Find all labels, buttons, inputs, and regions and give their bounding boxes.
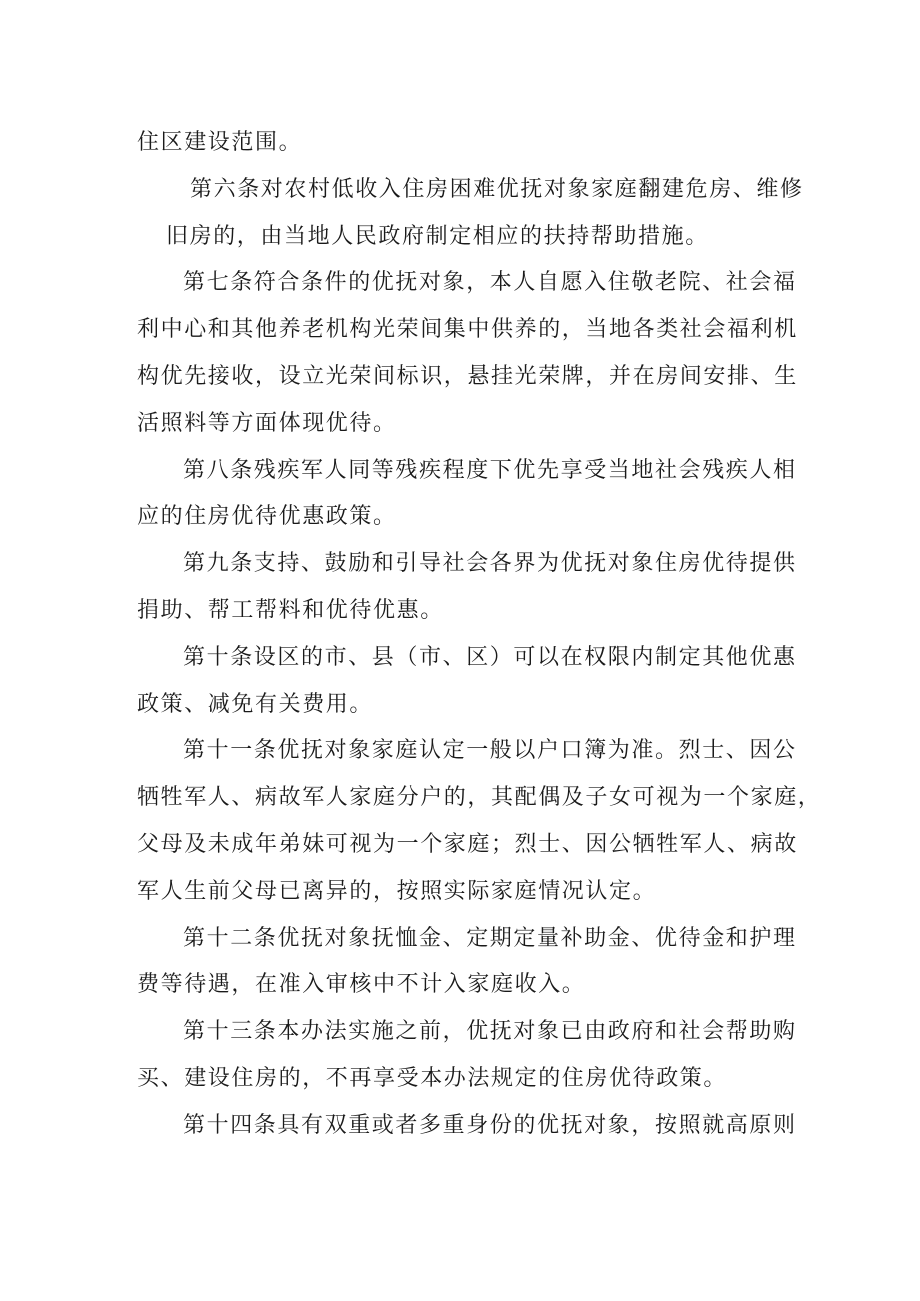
text-line: 捐助、帮工帮料和优待优惠。	[137, 597, 444, 623]
paragraph-6	[137, 167, 804, 261]
paragraph-tail	[137, 120, 797, 167]
text-line: 军人生前父母已离异的，按照实际家庭情况认定。	[137, 878, 657, 904]
text-line: 费等待遇，在准入审核中不计入家庭收入。	[137, 972, 586, 998]
paragraph-10	[137, 635, 797, 729]
text-line: 构优先接收，设立光荣间标识，悬挂光荣牌，并在房间安排、生	[137, 363, 798, 389]
text-line: 第十三条本办法实施之前，优抚对象已由政府和社会帮助购	[183, 1019, 797, 1045]
text-line: 住区建设范围。	[137, 130, 303, 155]
text-line: 第九条支持、鼓励和引导社会各界为优抚对象住房优待提供	[183, 551, 797, 577]
paragraph-13	[137, 1009, 797, 1103]
text-line: 第六条对农村低收入住房困难优抚对象家庭翻建危房、维修	[190, 176, 804, 202]
text-line: 第七条符合条件的优抚对象，本人自愿入住敬老院、社会福	[183, 270, 797, 296]
paragraph-14	[137, 1103, 797, 1150]
text-line: 应的住房优待优惠政策。	[137, 504, 397, 530]
text-line: 买、建设住房的，不再享受本办法规定的住房优待政策。	[137, 1065, 728, 1091]
text-line: 活照料等方面体现优待。	[137, 410, 397, 436]
text-line: 第十一条优抚对象家庭认定一般以户口簿为准。烈士、因公	[183, 738, 797, 764]
document-body	[137, 120, 822, 1150]
text-line: 政策、减免有关费用。	[137, 691, 374, 717]
text-line: 第八条残疾军人同等残疾程度下优先享受当地社会残疾人相	[183, 457, 797, 483]
text-line: 牺牲军人、病故军人家庭分户的，其配偶及子女可视为一个家庭，	[137, 785, 822, 811]
text-line: 第十二条优抚对象抚恤金、定期定量补助金、优待金和护理	[183, 925, 797, 951]
text-line: 旧房的，由当地人民政府制定相应的扶持帮助措施。	[166, 223, 709, 249]
text-line: 第十四条具有双重或者多重身份的优抚对象，按照就高原则	[183, 1112, 797, 1138]
paragraph-12	[137, 916, 797, 1010]
text-line: 父母及未成年弟妹可视为一个家庭；烈士、因公牺牲军人、病故	[137, 831, 798, 857]
paragraph-11	[137, 728, 822, 915]
paragraph-7	[137, 260, 797, 447]
text-line: 利中心和其他养老机构光荣间集中供养的，当地各类社会福利机	[137, 317, 798, 343]
paragraph-8	[137, 448, 797, 542]
paragraph-9	[137, 541, 797, 635]
text-line: 第十条设区的市、县（市、区）可以在权限内制定其他优惠	[183, 644, 797, 670]
